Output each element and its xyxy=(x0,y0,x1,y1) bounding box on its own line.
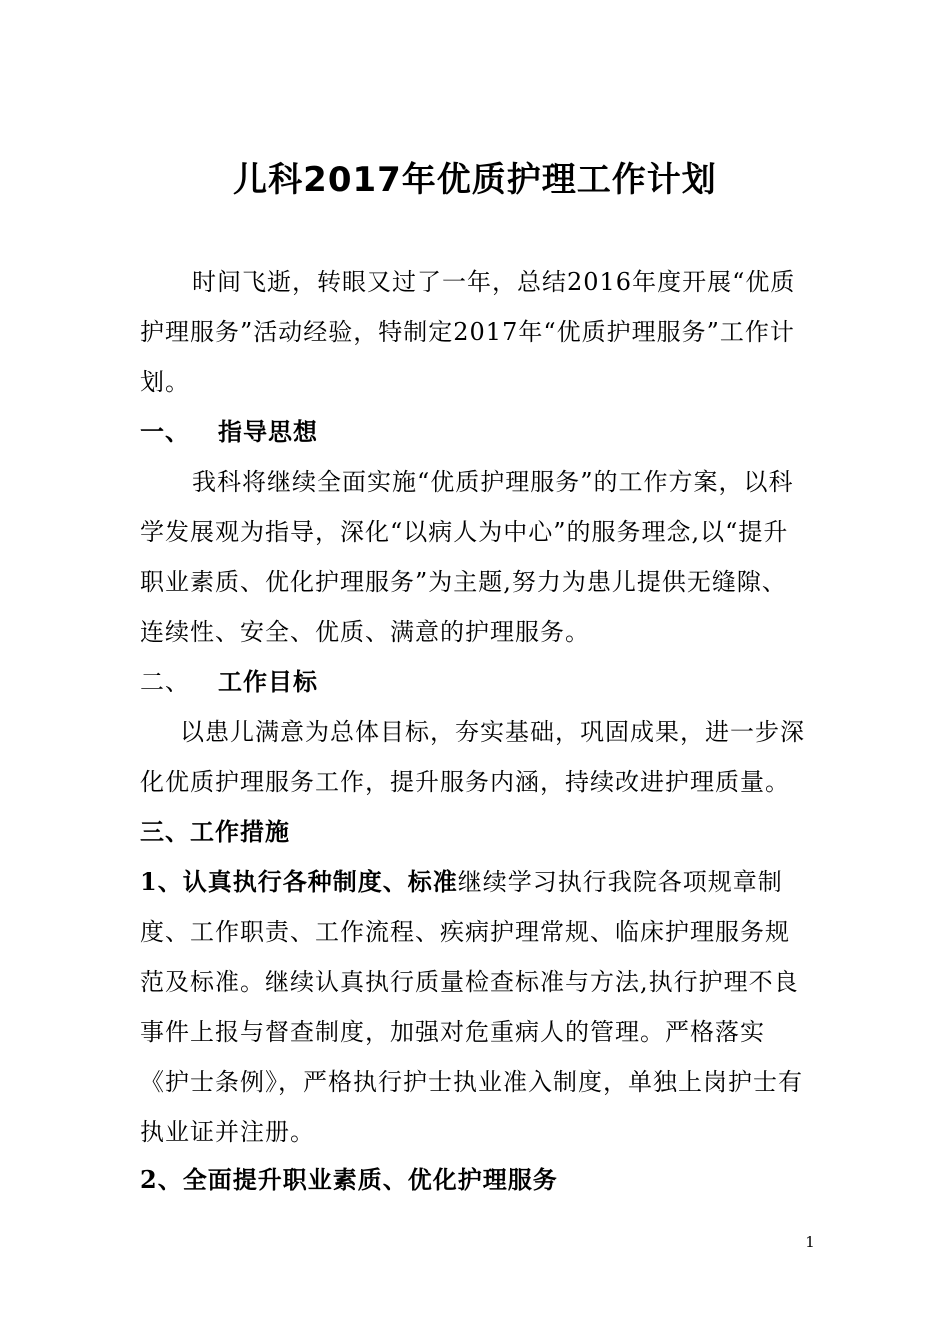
section-heading-2 xyxy=(140,657,810,707)
section-text-2: 以患儿满意为总体目标，夯实基础，巩固成果，进一步深化优质护理服务工作，提升服务内涵，持续改进护理质量。 xyxy=(140,718,805,796)
page-number: 1 xyxy=(805,1233,815,1251)
section-body-1 xyxy=(140,457,810,657)
section-title-1: 指导思想 xyxy=(218,417,318,446)
section-body-2 xyxy=(140,707,810,807)
section-number-3: 三、 xyxy=(140,817,190,846)
measure-item-2-lead: 2、全面提升职业素质、优化护理服务 xyxy=(140,1165,558,1194)
section-number-1: 一、 xyxy=(140,417,190,446)
measure-item-2 xyxy=(140,1155,810,1205)
intro-text: 时间飞逝，转眼又过了一年，总结2016年度开展“优质护理服务”活动经验，特制定2017年“优质护理服务”工作计划。 xyxy=(140,268,796,396)
section-title-2: 工作目标 xyxy=(218,667,318,696)
section-heading-1 xyxy=(140,407,810,457)
measure-item-1-lead: 1、认真执行各种制度、标准 xyxy=(140,867,458,896)
intro-paragraph xyxy=(140,257,810,407)
section-title-3: 工作措施 xyxy=(190,817,290,846)
section-text-1: 我科将继续全面实施“优质护理服务”的工作方案，以科学发展观为指导，深化“以病人为中心”的服务理念,以“提升职业素质、优化护理服务”为主题,努力为患儿提供无缝隙、连续性、安全、优质、满意的护理服务。 xyxy=(140,468,794,646)
section-number-2: 二、 xyxy=(140,668,190,696)
measure-item-1 xyxy=(140,857,810,1157)
page-title: 儿科2017年优质护理工作计划 xyxy=(233,160,717,200)
measure-item-1-text: 继续学习执行我院各项规章制度、工作职责、工作流程、疾病护理常规、临床护理服务规范及标准。继续认真执行质量检查标准与方法,执行护理不良事件上报与督查制度，加强对危重病人的管理。严格落实《护士条例》，严格执行护士执业准入制度，单独上岗护士有执业证并注册。 xyxy=(140,868,803,1146)
section-heading-3 xyxy=(140,807,810,857)
